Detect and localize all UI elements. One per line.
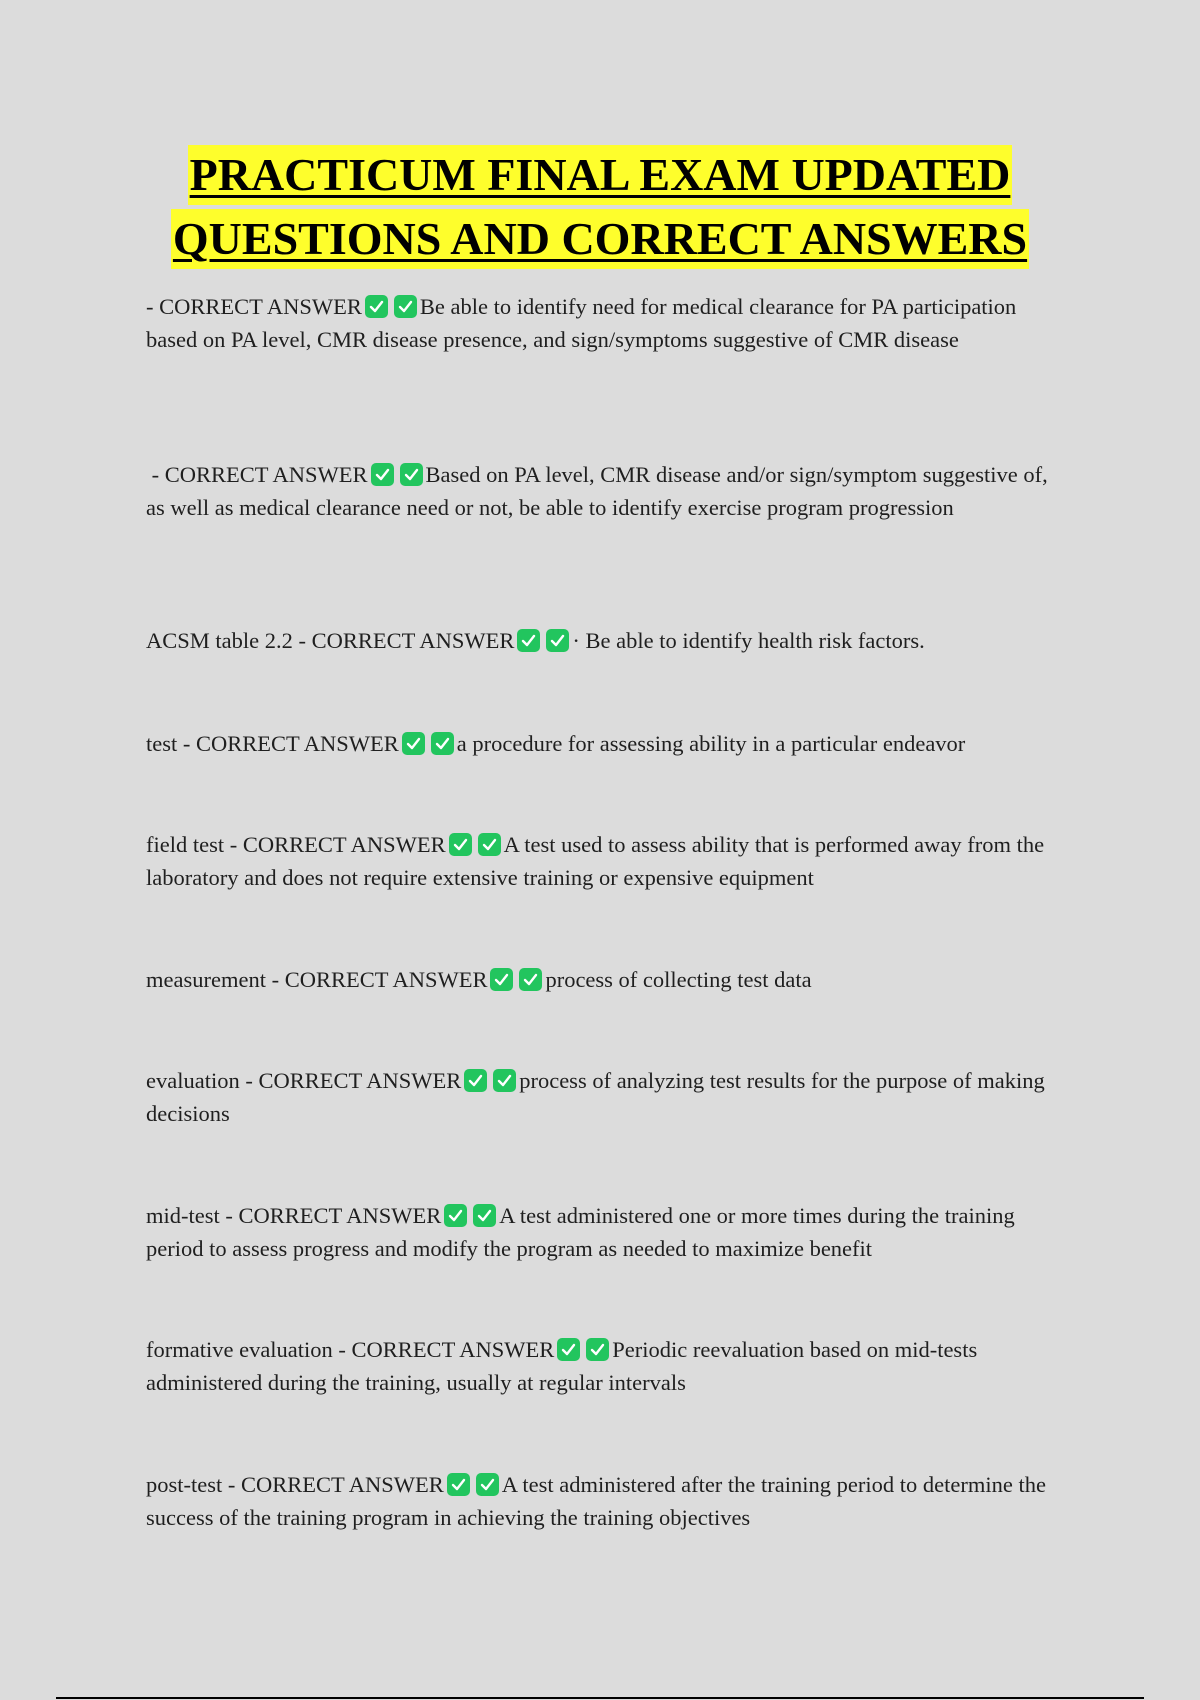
checkbox-icon (402, 732, 425, 755)
qa-entry (146, 290, 1066, 356)
entry-term: - (146, 462, 165, 487)
entry-answer: process of analyzing test results for the purpose of making decisions (146, 1068, 1045, 1126)
entry-term: - (146, 294, 160, 319)
checkbox-icon (365, 295, 388, 318)
qa-entry (146, 1333, 1066, 1399)
qa-entry (146, 1468, 1066, 1534)
entry-answer: A test used to assess ability that is performed away from the laboratory and does not require extensive training or expensive equipment (146, 832, 1045, 890)
answer-label: CORRECT ANSWER (284, 967, 488, 992)
bottom-divider (56, 1697, 1144, 1699)
document-title (0, 145, 1200, 269)
entry-term: measurement - (146, 967, 285, 992)
answer-label: CORRECT ANSWER (196, 731, 399, 756)
checkbox-icon (473, 1204, 496, 1227)
answer-label: CORRECT ANSWER (258, 1068, 462, 1093)
checkbox-icon (431, 732, 454, 755)
checkbox-icon (493, 1069, 516, 1092)
checkbox-icon (400, 463, 423, 486)
entry-term: post-test - (146, 1472, 241, 1497)
answer-label: CORRECT ANSWER (164, 462, 368, 487)
entry-answer: Based on PA level, CMR disease and/or sign/symptom suggestive of, as well as medical clearance need or not, be able to identify exercise program progression (146, 462, 1048, 520)
entry-answer: process of collecting test data (545, 967, 812, 992)
checkbox-icon (449, 833, 472, 856)
checkbox-icon (517, 629, 540, 652)
checkbox-icon (557, 1338, 580, 1361)
checkbox-icon (478, 833, 501, 856)
entry-answer: A test administered one or more times during the training period to assess progress and modify the program as needed to maximize benefit (146, 1203, 1015, 1261)
checkbox-icon (371, 463, 394, 486)
entry-answer: A test administered after the training period to determine the success of the training program in achieving the training objectives (146, 1472, 1046, 1530)
entry-term: evaluation - (146, 1068, 259, 1093)
entry-term: mid-test - (146, 1203, 239, 1228)
checkbox-icon (476, 1473, 499, 1496)
qa-entry (146, 963, 1066, 996)
qa-entry (146, 624, 1066, 657)
qa-entry (146, 1064, 1066, 1130)
entry-answer: a procedure for assessing ability in a particular endeavor (456, 731, 966, 756)
checkbox-icon (546, 629, 569, 652)
answer-label: CORRECT ANSWER (351, 1337, 555, 1362)
checkbox-icon (444, 1204, 467, 1227)
answer-label: CORRECT ANSWER (238, 1203, 442, 1228)
checkbox-icon (447, 1473, 470, 1496)
checkbox-icon (490, 968, 513, 991)
checkbox-icon (586, 1338, 609, 1361)
answer-label: CORRECT ANSWER (311, 628, 515, 653)
entry-term: test - (146, 731, 196, 756)
entry-answer: · Be able to identify health risk factors. (572, 628, 925, 653)
entry-answer: Be able to identify need for medical clearance for PA participation based on PA level, CMR disease presence, and sign/symptoms suggestive of CMR disease (146, 294, 1017, 352)
checkbox-icon (464, 1069, 487, 1092)
entry-term: formative evaluation - (146, 1337, 352, 1362)
title-line-1: PRACTICUM FINAL EXAM UPDATED (188, 145, 1013, 205)
qa-entry (146, 1199, 1066, 1265)
checkbox-icon (519, 968, 542, 991)
checkbox-icon (394, 295, 417, 318)
qa-entry (146, 727, 1066, 760)
qa-entry (146, 458, 1066, 524)
answer-label: CORRECT ANSWER (242, 832, 446, 857)
answer-label: CORRECT ANSWER (241, 1472, 444, 1497)
answer-label: CORRECT ANSWER (159, 294, 362, 319)
entry-answer: Periodic reevaluation based on mid-tests administered during the training, usually at regular intervals (146, 1337, 978, 1395)
title-line-2: QUESTIONS AND CORRECT ANSWERS (171, 209, 1029, 269)
entry-term: ACSM table 2.2 - (146, 628, 312, 653)
qa-entry (146, 828, 1066, 894)
entry-term: field test - (146, 832, 243, 857)
